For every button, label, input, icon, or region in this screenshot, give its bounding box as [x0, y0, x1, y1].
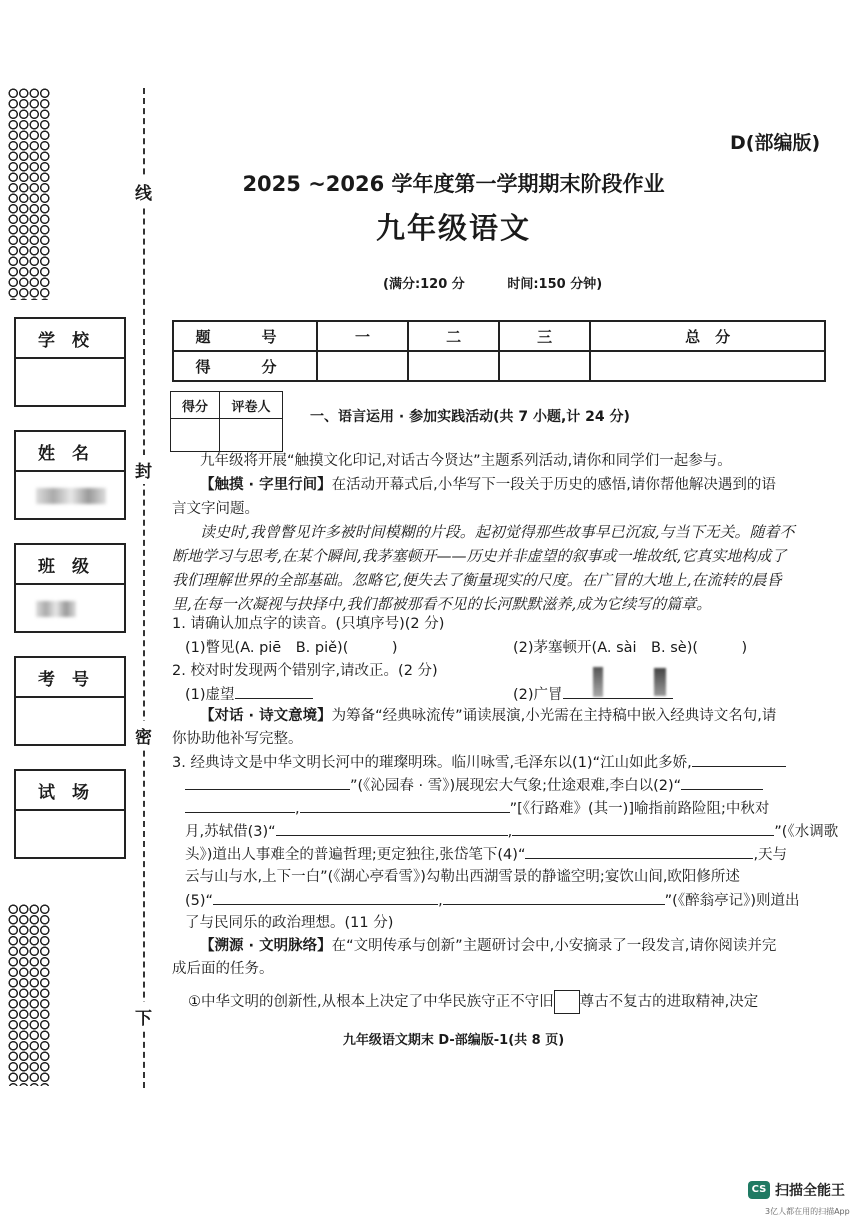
- q3-blank-3a[interactable]: [276, 821, 508, 836]
- grader-label: 评卷人: [220, 392, 283, 419]
- trace-title: 【溯源 · 文明脉络】: [200, 938, 332, 954]
- dialog-line1: [200, 706, 776, 726]
- page-footer: 九年级语文期末 D-部编版-1(共 8 页): [342, 1033, 565, 1048]
- grader-box: [170, 391, 283, 452]
- trace-line1: [200, 936, 776, 956]
- handwritten-line-3: 我们理解世界的全部基础。忽略它,便失去了衡量现实的尺度。在广冒的大地上,在流转的晨昏: [172, 571, 782, 589]
- dialog-title: 【对话 · 诗文意境】: [200, 708, 332, 724]
- q1-b[interactable]: (2)茅塞顿开(A. sài B. sè)( ): [513, 640, 748, 656]
- name-field[interactable]: [14, 430, 126, 520]
- q3-text7: ,天与: [753, 847, 788, 863]
- class-field[interactable]: [14, 543, 126, 633]
- handwritten-line-1: 读史时,我曾瞥见许多被时间模糊的片段。起初觉得那些故事早已沉寂,与当下无关。随着不: [200, 523, 795, 541]
- q3-text8: (5)“: [185, 893, 214, 909]
- q3-text3: ”[《行路难》(其一)]喻指前路险阻;中秋对: [509, 801, 770, 817]
- score-header-total: 总 分: [590, 321, 825, 351]
- binding-char-down: 下: [135, 1002, 152, 1031]
- touch-line1: [200, 475, 776, 495]
- q3-blank-5b[interactable]: [443, 890, 665, 905]
- full-score: (满分:120 分: [383, 277, 465, 292]
- q3-blank-2c[interactable]: [300, 798, 510, 813]
- redacted-class: [36, 601, 76, 617]
- edition-label: D(部编版): [730, 132, 821, 154]
- exam-room-label: 试 场: [16, 771, 124, 811]
- para1: [188, 990, 758, 1014]
- grader-score-cell[interactable]: [171, 419, 220, 452]
- dialog-line2: 你协助他补写完整。: [172, 731, 303, 747]
- exam-number-field[interactable]: [14, 656, 126, 746]
- q3-line1: [172, 752, 786, 773]
- grader-score-label: 得分: [171, 392, 220, 419]
- section-heading: 一、语言运用 · 参加实践活动(共 7 小题,计 24 分): [310, 409, 630, 425]
- binding-char-seal: 封: [135, 455, 152, 484]
- trace-line2: 成后面的任务。: [172, 961, 274, 977]
- q2-b: (2)广冒: [513, 687, 563, 703]
- q2-stem: 2. 校对时发现两个错别字,请改正。(2 分): [172, 663, 438, 679]
- q3-text2: ”(《沁园春 · 雪》)展现宏大气象;仕途艰难,李白以(2)“: [350, 778, 682, 794]
- score-header-label: 题 号: [173, 321, 317, 351]
- intro-text: 九年级将开展“触摸文化印记,对话古今贤达”主题系列活动,请你和同学们一起参与。: [200, 453, 732, 469]
- binding-char-secret: 密: [135, 721, 152, 750]
- para1-blank-box[interactable]: [554, 990, 580, 1014]
- q3-blank-5a[interactable]: [213, 890, 438, 905]
- q2-a-blank[interactable]: [235, 684, 313, 699]
- q3-line3: , ”[《行路难》(其一)]喻指前路险阻;中秋对: [185, 798, 769, 819]
- q3-blank-2a[interactable]: [681, 775, 763, 790]
- dialog-text: 为筹备“经典咏流传”诵读展演,小光需在主持稿中嵌入经典诗文名句,请: [331, 708, 777, 724]
- scan-smudge: [593, 667, 603, 697]
- binding-hole-pattern-bottom: [8, 904, 50, 1086]
- exam-title: 2025 ~2026 学年度第一学期期末阶段作业: [242, 172, 665, 196]
- scanner-watermark: [748, 1180, 845, 1200]
- score-header-1: 一: [317, 321, 408, 351]
- exam-meta: [383, 273, 640, 292]
- q3-blank-2b[interactable]: [185, 798, 295, 813]
- school-field[interactable]: [14, 317, 126, 407]
- score-cell-2[interactable]: [408, 351, 499, 381]
- q3-blank-1b[interactable]: [185, 775, 350, 790]
- q3-blank-4[interactable]: [525, 844, 753, 859]
- trace-text: 在“文明传承与创新”主题研讨会中,小安摘录了一段发言,请你阅读并完: [331, 938, 777, 954]
- score-cell-3[interactable]: [499, 351, 590, 381]
- binding-char-line: 线: [135, 177, 152, 206]
- class-label: 班 级: [16, 545, 124, 585]
- subject-title: 九年级语文: [375, 211, 531, 245]
- q3-text4: 月,苏轼借(3)“: [185, 824, 276, 840]
- q3-text1: 3. 经典诗文是中华文明长河中的璀璨明珠。临川咏雪,毛泽东以(1)“江山如此多娇,: [172, 755, 692, 771]
- score-cell-total[interactable]: [590, 351, 825, 381]
- score-header-2: 二: [408, 321, 499, 351]
- score-cell-1[interactable]: [317, 351, 408, 381]
- q3-line4: 月,苏轼借(3)“ , ”(《水调歌: [185, 821, 838, 842]
- school-label: 学 校: [16, 319, 124, 359]
- time-limit: 时间:150 分钟): [507, 277, 603, 292]
- q3-line7: (5)“ , ”(《醉翁亭记》)则道出: [185, 890, 800, 911]
- touch-title: 【触摸 · 字里行间】: [200, 477, 332, 493]
- q2-a: (1)虚望: [185, 687, 235, 703]
- q1-a[interactable]: (1)瞥见(A. piē B. piě)( ): [185, 640, 398, 656]
- para1-text-a: ①中华文明的创新性,从根本上决定了中华民族守正不守旧: [188, 994, 554, 1010]
- q3-blank-3b[interactable]: [512, 821, 774, 836]
- q3-blank-1a[interactable]: [692, 752, 786, 767]
- q3-line6: 云与山与水,上下一白”(《湖心亭看雪》)勾勒出西湖雪景的静谧空明;宴饮山间,欧阳修所述: [185, 869, 740, 885]
- q3-line2: [185, 775, 763, 796]
- q1-stem: 1. 请确认加点字的读音。(只填序号)(2 分): [172, 616, 445, 632]
- para1-text-b: 尊古不复古的进取精神,决定: [579, 994, 759, 1010]
- watermark-slogan: 3亿人都在用的扫描App: [765, 1207, 850, 1216]
- grader-sign-cell[interactable]: [220, 419, 283, 452]
- score-header-3: 三: [499, 321, 590, 351]
- score-row-label: 得 分: [173, 351, 317, 381]
- handwritten-line-2: 断地学习与思考,在某个瞬间,我茅塞顿开——历史并非虚望的叙事或一堆故纸,它真实地构成了: [172, 547, 787, 565]
- q3-text9: ”(《醉翁亭记》)则道出: [664, 893, 800, 909]
- exam-number-label: 考 号: [16, 658, 124, 698]
- handwritten-line-4: 里,在每一次凝视与抉择中,我们都被那看不见的长河默默滋养,成为它续写的篇章。: [172, 595, 712, 613]
- scan-smudge-2: [654, 668, 666, 696]
- redacted-name: [36, 488, 106, 504]
- touch-line2: 言文字问题。: [172, 501, 259, 517]
- watermark-app-name: 扫描全能王: [775, 1183, 845, 1199]
- q3-text5: ”(《水调歌: [774, 824, 839, 840]
- name-label: 姓 名: [16, 432, 124, 472]
- score-table: [172, 320, 826, 382]
- q2-a-row: [185, 684, 313, 705]
- camscanner-logo-icon: CS: [748, 1181, 770, 1199]
- q3-text6: 头》)道出人事难全的普遍哲理;更定独往,张岱笔下(4)“: [185, 847, 526, 863]
- touch-text: 在活动开幕式后,小华写下一段关于历史的感悟,请你帮他解决遇到的语: [331, 477, 776, 493]
- q3-line5: [185, 844, 787, 865]
- q3-line8: 了与民同乐的政治理想。(11 分): [185, 915, 394, 931]
- exam-room-field[interactable]: [14, 769, 126, 859]
